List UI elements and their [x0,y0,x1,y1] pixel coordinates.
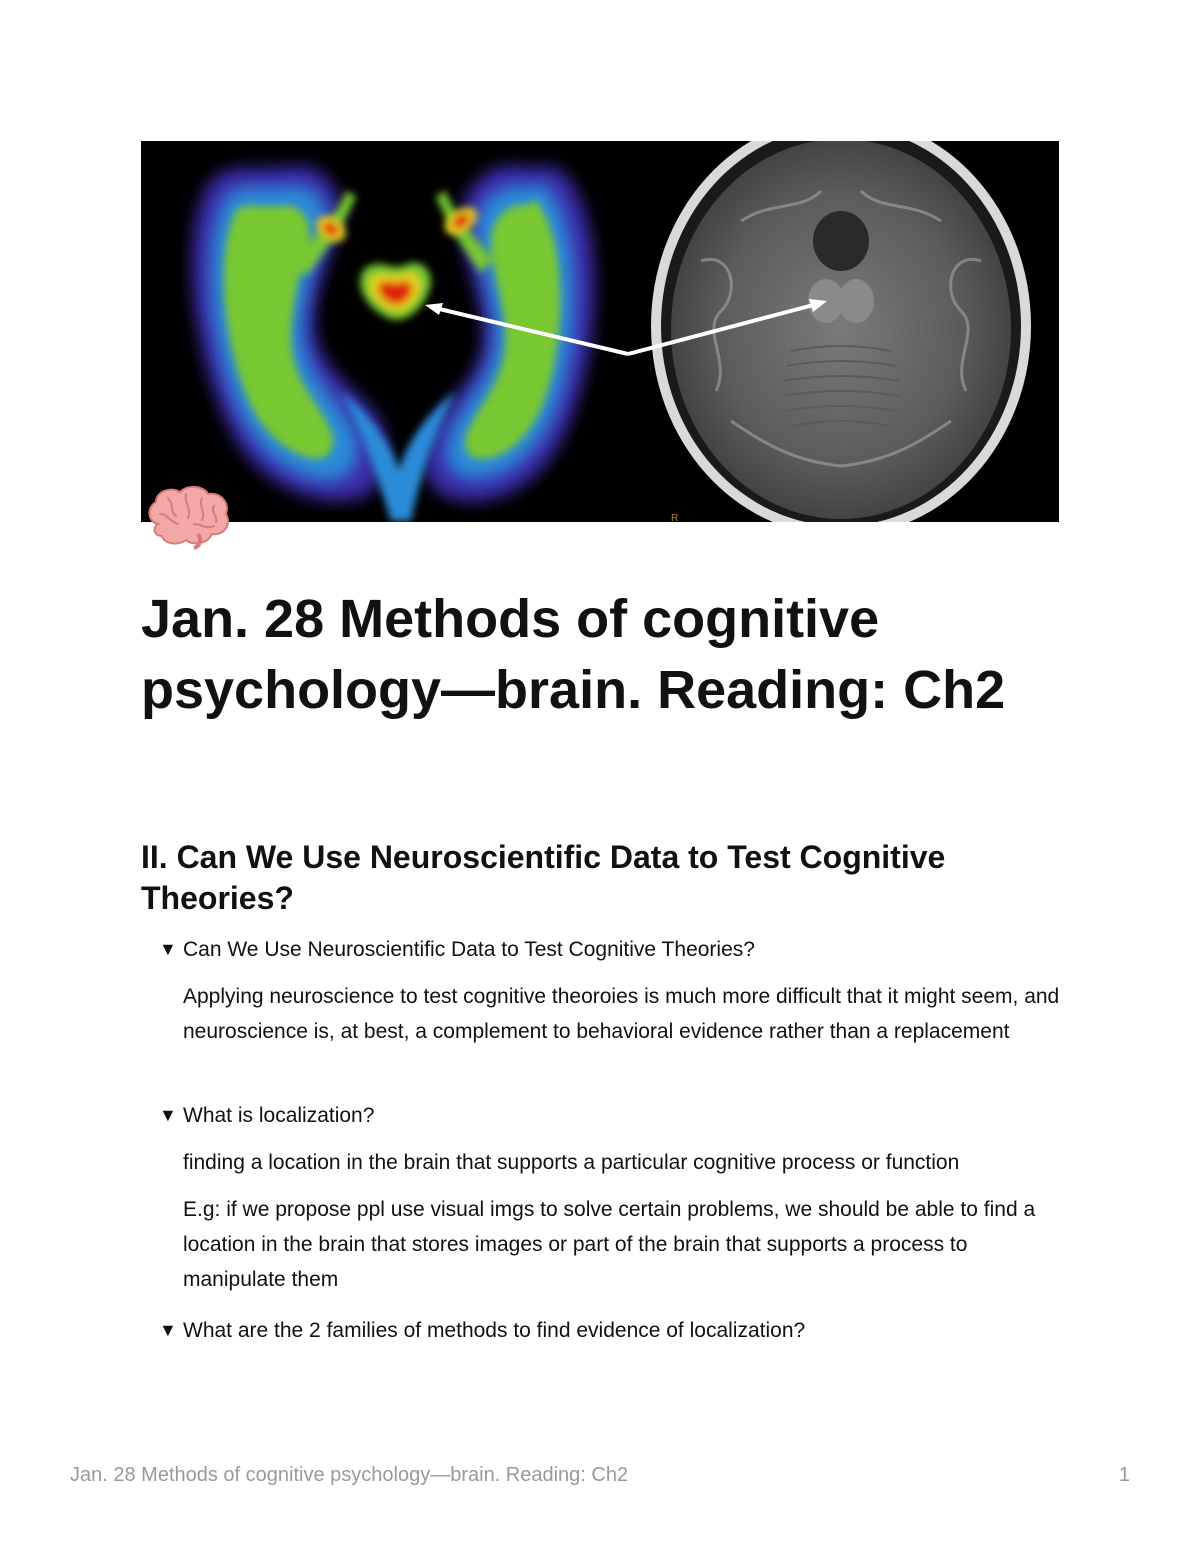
toggle-block-neuroscientific-data [155,932,1060,1049]
toggle-summary[interactable] [155,1098,1060,1133]
brain-icon [144,484,232,550]
toggle-body [155,1145,1060,1297]
page-title: Jan. 28 Methods of cognitive psychology—brain. Reading: Ch2 [141,589,1006,720]
toggle-block-methods-families [155,1313,1060,1348]
toggle-summary[interactable] [155,1313,1060,1348]
cover-image [141,141,1059,522]
toggle-paragraph: E.g: if we propose ppl use visual imgs to solve certain problems, we should be able to find a location in the brain that stores images or part of the brain that supports a process to manipulate them [183,1198,1036,1291]
toggle-summary-label: What is localization? [183,1104,375,1127]
toggle-summary-label: Can We Use Neuroscientific Data to Test Cognitive Theories? [183,938,755,961]
toggle-summary-label: What are the 2 families of methods to find evidence of localization? [183,1319,806,1342]
toggle-paragraph: finding a location in the brain that supports a particular cognitive process or function [183,1151,960,1174]
mri-corner-mark: R [671,513,679,522]
footer-title: Jan. 28 Methods of cognitive psychology—brain. Reading: Ch2 [70,1464,629,1486]
toggle-summary[interactable] [155,932,1060,967]
toggle-block-localization [155,1098,1060,1297]
section-heading: II. Can We Use Neuroscientific Data to Test Cognitive Theories? [141,839,946,916]
footer-page-number: 1 [1118,1464,1130,1486]
triangle-down-icon[interactable]: ▼ [159,939,177,959]
triangle-down-icon[interactable]: ▼ [159,1320,177,1340]
toggle-paragraph: Applying neuroscience to test cognitive theoroies is much more difficult that it might seem, and neuroscience is, at best, a complement to behavioral evidence rather than a replacement [183,985,1060,1043]
triangle-down-icon[interactable]: ▼ [159,1105,177,1125]
toggle-body [155,979,1060,1049]
